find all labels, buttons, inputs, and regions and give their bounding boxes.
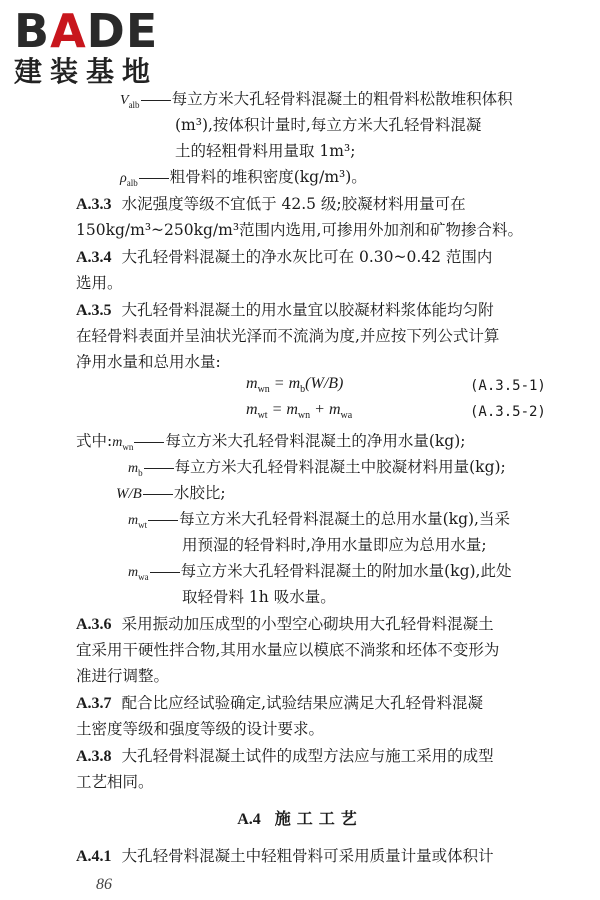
clause-a-3-6: A.3.6 采用振动加压成型的小型空心砌块用大孔轻骨料混凝土	[76, 615, 494, 633]
equation-a-3-5-2: $m_{wt} = m_{wn} + m_{wa}$	[246, 401, 353, 422]
def-rho-alb: $\rho_{alb}$ 粗骨料的堆积密度(kg/m³)。	[120, 168, 367, 188]
logo-subtitle: 建装基地	[14, 55, 159, 88]
text-line: 取轻骨料 1h 吸水量。	[182, 588, 336, 606]
text-line: 净用水量和总用水量:	[76, 353, 221, 371]
equation-number: (A.3.5-1)	[470, 378, 546, 394]
def-w-b: W/B 水胶比;	[116, 484, 226, 502]
text-line: 准进行调整。	[76, 667, 170, 685]
clause-a-3-5: A.3.5 大孔轻骨料混凝土的用水量宜以胶凝材料浆体能均匀附	[76, 301, 494, 319]
text-line: 宜采用干硬性拌合物,其用水量应以模底不淌浆和坯体不变形为	[76, 641, 500, 659]
clause-a-4-1: A.4.1 大孔轻骨料混凝土中轻粗骨料可采用质量计量或体积计	[76, 847, 494, 865]
clause-a-3-3: A.3.3 水泥强度等级不宜低于 42.5 级;胶凝材料用量可在	[76, 195, 466, 213]
equation-number: (A.3.5-2)	[470, 404, 546, 420]
text-line: 在轻骨料表面并呈油状光泽而不流淌为度,并应按下列公式计算	[76, 327, 500, 345]
text-line: 选用。	[76, 274, 123, 292]
bade-logo	[14, 6, 158, 88]
def-m-wn: 式中$:m_{wn}$ 每立方米大孔轻骨料混凝土的净用水量(kg);	[76, 432, 466, 452]
page-number: 86	[96, 876, 112, 893]
clause-a-3-8: A.3.8 大孔轻骨料混凝土试件的成型方法应与施工采用的成型	[76, 747, 494, 765]
section-heading-a-4: A.4 施工工艺	[237, 809, 363, 828]
def-m-wt: $m_{wt}$ 每立方米大孔轻骨料混凝土的总用水量(kg),当采	[128, 510, 510, 530]
def-v-alb: $V_{alb}$ 每立方米大孔轻骨料混凝土的粗骨料松散堆积体积	[120, 90, 513, 110]
def-m-wa: $m_{wa}$ 每立方米大孔轻骨料混凝土的附加水量(kg),此处	[128, 562, 512, 582]
def-m-b: $m_b$ 每立方米大孔轻骨料混凝土中胶凝材料用量(kg);	[128, 458, 506, 478]
clause-a-3-7: A.3.7 配合比应经试验确定,试验结果应满足大孔轻骨料混凝	[76, 694, 483, 712]
logo-wordmark: BADE	[14, 4, 159, 58]
text-line: 工艺相同。	[76, 773, 154, 791]
equation-a-3-5-1: $m_{wn} = m_b(W/B)$	[246, 375, 344, 396]
clause-a-3-4: A.3.4 大孔轻骨料混凝土的净水灰比可在 0.30~0.42 范围内	[76, 248, 493, 266]
text-line: 土密度等级和强度等级的设计要求。	[76, 720, 325, 738]
text-line: 用预湿的轻骨料时,净用水量即应为总用水量;	[182, 536, 487, 554]
text-line: 150kg/m³~250kg/m³范围内选用,可掺用外加剂和矿物掺合料。	[76, 221, 523, 239]
text-line: 土的轻粗骨料用量取 1m³;	[175, 142, 356, 160]
text-line: (m³),按体积计量时,每立方米大孔轻骨料混凝	[175, 116, 482, 134]
